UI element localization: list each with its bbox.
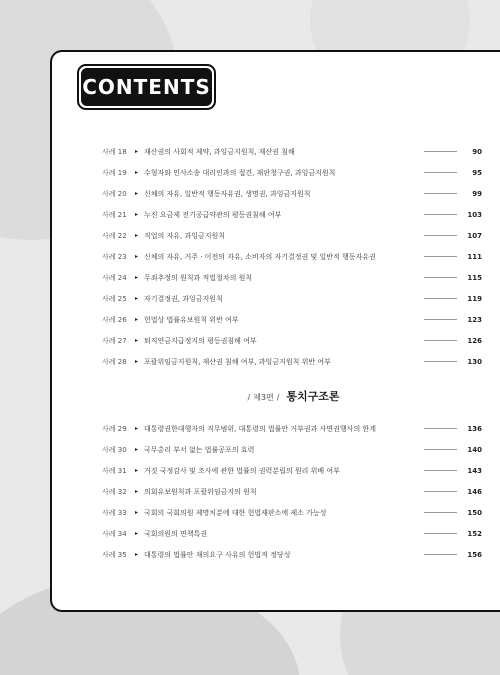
toc-entry[interactable] — [102, 204, 482, 225]
toc-entry[interactable] — [102, 141, 482, 162]
leader-line — [424, 172, 457, 173]
leader-line — [424, 470, 457, 471]
leader-line — [424, 512, 457, 513]
toc-entry-number: 사례 18 — [102, 147, 127, 156]
toc-entry-number: 사례 24 — [102, 273, 127, 282]
toc-entry-number: 사례 20 — [102, 189, 127, 198]
toc-entry-number: 사례 21 — [102, 210, 127, 219]
bullet-arrow-icon: ▸ — [135, 169, 139, 176]
bullet-arrow-icon: ▸ — [135, 509, 139, 516]
bullet-arrow-icon: ▸ — [135, 358, 139, 365]
section-slash-left: / — [247, 393, 251, 402]
leader-line — [424, 428, 457, 429]
leader-line — [424, 193, 457, 194]
bullet-arrow-icon: ▸ — [135, 295, 139, 302]
toc-entry[interactable] — [102, 351, 482, 372]
leader-line — [424, 533, 457, 534]
bullet-arrow-icon: ▸ — [135, 467, 139, 474]
bullet-arrow-icon: ▸ — [135, 551, 139, 558]
bullet-arrow-icon: ▸ — [135, 274, 139, 281]
leader-line — [424, 340, 457, 341]
toc-entry-page: 103 — [467, 210, 482, 219]
toc-entry-page: 152 — [467, 529, 482, 538]
toc-entry-number: 사례 28 — [102, 357, 127, 366]
toc-entry-page: 140 — [467, 445, 482, 454]
toc-entry-title: 국회의 국회의원 제명처분에 대한 헌법재판소에 제소 가능성 — [144, 508, 327, 517]
toc-entry-page: 123 — [467, 315, 482, 324]
toc-entry[interactable] — [102, 330, 482, 351]
leader-line — [424, 214, 457, 215]
toc-entry-number: 사례 35 — [102, 550, 127, 559]
contents-title-box — [77, 64, 216, 110]
section-slash-right: / — [276, 393, 280, 402]
leader-line — [424, 554, 457, 555]
bullet-arrow-icon: ▸ — [135, 148, 139, 155]
bullet-arrow-icon: ▸ — [135, 488, 139, 495]
toc-entry-page: 107 — [467, 231, 482, 240]
toc-list-section-1 — [102, 141, 482, 372]
section-header — [102, 388, 482, 404]
leader-line — [424, 151, 457, 152]
leader-line — [424, 298, 457, 299]
toc-entry-number: 사례 32 — [102, 487, 127, 496]
toc-entry-number: 사례 33 — [102, 508, 127, 517]
toc-entry-page: 146 — [467, 487, 482, 496]
bullet-arrow-icon: ▸ — [135, 211, 139, 218]
toc-entry-title: 직업의 자유, 과잉금지원칙 — [144, 231, 226, 240]
contents-page — [50, 50, 500, 612]
toc-entry[interactable] — [102, 460, 482, 481]
toc-entry-title: 누진 요금제 전기공급약관의 평등권침해 여부 — [144, 210, 282, 219]
toc-entry-title: 재산권의 사회적 제약, 과잉금지원칙, 재산권 침해 — [144, 147, 295, 156]
toc-entry-title: 국무총리 부서 없는 법률공포의 효력 — [144, 445, 255, 454]
toc-entry-title: 대통령의 법률안 재의요구 사유의 헌법적 정당성 — [144, 550, 291, 559]
toc-entry-page: 143 — [467, 466, 482, 475]
toc-entry-title: 헌법상 법률유보원칙 위반 여부 — [144, 315, 239, 324]
toc-entry-title: 국회의원의 면책특권 — [144, 529, 208, 538]
toc-entry[interactable] — [102, 162, 482, 183]
toc-entry-number: 사례 23 — [102, 252, 127, 261]
leader-line — [424, 256, 457, 257]
page-title: CONTENTS — [81, 68, 212, 106]
bullet-arrow-icon: ▸ — [135, 530, 139, 537]
toc-entry[interactable] — [102, 183, 482, 204]
toc-entry[interactable] — [102, 309, 482, 330]
toc-entry-number: 사례 31 — [102, 466, 127, 475]
toc-entry-number: 사례 26 — [102, 315, 127, 324]
toc-entry-title: 수형자와 민사소송 대리인과의 접견, 재판청구권, 과잉금지원칙 — [144, 168, 336, 177]
toc-entry-page: 130 — [467, 357, 482, 366]
toc-entry[interactable] — [102, 502, 482, 523]
bullet-arrow-icon: ▸ — [135, 253, 139, 260]
toc-entry[interactable] — [102, 481, 482, 502]
toc-entry-page: 150 — [467, 508, 482, 517]
toc-entry-title: 신체의 자유, 일반적 행동자유권, 생명권, 과잉금지원칙 — [144, 189, 311, 198]
toc-entry[interactable] — [102, 225, 482, 246]
section-label: 제3편 — [253, 393, 274, 402]
toc-entry-number: 사례 22 — [102, 231, 127, 240]
toc-entry-page: 156 — [467, 550, 482, 559]
toc-entry-page: 90 — [472, 147, 482, 156]
leader-line — [424, 319, 457, 320]
bullet-arrow-icon: ▸ — [135, 425, 139, 432]
toc-entry-title: 의회유보원칙과 포괄위임금지의 원칙 — [144, 487, 257, 496]
toc-entry-title: 신체의 자유, 거주 · 이전의 자유, 소비자의 자기결정권 및 일반적 행동자유권 — [144, 252, 376, 261]
toc-entry[interactable] — [102, 246, 482, 267]
toc-entry-page: 111 — [467, 252, 482, 261]
bullet-arrow-icon: ▸ — [135, 232, 139, 239]
toc-entry-number: 사례 25 — [102, 294, 127, 303]
toc-entry-number: 사례 27 — [102, 336, 127, 345]
bullet-arrow-icon: ▸ — [135, 316, 139, 323]
toc-entry-page: 95 — [472, 168, 482, 177]
leader-line — [424, 277, 457, 278]
toc-entry[interactable] — [102, 544, 482, 565]
bullet-arrow-icon: ▸ — [135, 337, 139, 344]
toc-entry-title: 대통령권한대행자의 직무범위, 대통령의 법률안 거부권과 사면권행사의 한계 — [144, 424, 376, 433]
bullet-arrow-icon: ▸ — [135, 446, 139, 453]
toc-entry-page: 126 — [467, 336, 482, 345]
toc-entry[interactable] — [102, 267, 482, 288]
toc-entry-title: 자기결정권, 과잉금지원칙 — [144, 294, 223, 303]
toc-entry-title: 거짓 국정감사 및 조사에 관한 법률의 권력분립의 원리 위배 여부 — [144, 466, 340, 475]
toc-entry-number: 사례 30 — [102, 445, 127, 454]
toc-entry-page: 99 — [472, 189, 482, 198]
leader-line — [424, 361, 457, 362]
toc-entry[interactable] — [102, 288, 482, 309]
toc-entry-number: 사례 34 — [102, 529, 127, 538]
toc-entry-title: 퇴직연금지급정지의 평등권침해 여부 — [144, 336, 257, 345]
toc-entry-page: 115 — [467, 273, 482, 282]
leader-line — [424, 491, 457, 492]
toc-list-section-2 — [102, 418, 482, 565]
toc-entry-page: 136 — [467, 424, 482, 433]
leader-line — [424, 235, 457, 236]
section-heading: 통치구조론 — [286, 390, 340, 403]
toc-entry-title: 무죄추정의 원칙과 적법절차의 원칙 — [144, 273, 253, 282]
toc-entry[interactable] — [102, 439, 482, 460]
toc-entry-number: 사례 29 — [102, 424, 127, 433]
toc-entry-page: 119 — [467, 294, 482, 303]
toc-entry[interactable] — [102, 523, 482, 544]
leader-line — [424, 449, 457, 450]
toc-entry-number: 사례 19 — [102, 168, 127, 177]
toc-entry[interactable] — [102, 418, 482, 439]
toc-entry-title: 포괄위임금지원칙, 재산권 침해 여부, 과잉금지원칙 위반 여부 — [144, 357, 331, 366]
bullet-arrow-icon: ▸ — [135, 190, 139, 197]
